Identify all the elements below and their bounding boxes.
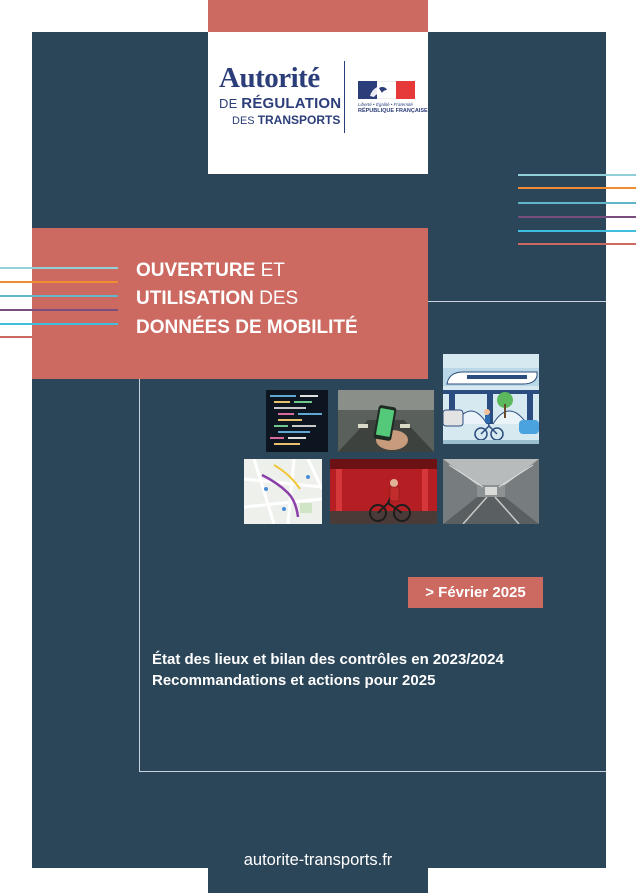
- top-accent-tab: [208, 0, 428, 32]
- city-map-photo: [244, 459, 322, 524]
- frame-left-line: [139, 379, 140, 772]
- republic-name: RÉPUBLIQUE FRANÇAISE: [358, 108, 428, 114]
- cyclist-in-red-station-photo: [330, 459, 437, 524]
- marianne-icon: [366, 82, 396, 98]
- logo-regulation: DE RÉGULATION: [219, 95, 342, 112]
- french-flag-icon: [358, 81, 415, 99]
- frame-bottom-line: [139, 771, 606, 772]
- code-screen-photo: [266, 390, 328, 452]
- title-line-3: DONNÉES DE MOBILITÉ: [136, 317, 358, 338]
- website-link[interactable]: autorite-transports.fr: [243, 851, 393, 869]
- republic-motto: Liberté • Égalité • Fraternité: [358, 102, 413, 107]
- logo-transports: DES TRANSPORTS: [232, 113, 341, 127]
- title-line-2: UTILISATION DES: [136, 288, 299, 309]
- metro-tunnel-photo: [443, 459, 539, 524]
- subtitle-line-1: État des lieux et bilan des contrôles en 2023/2024: [152, 651, 504, 668]
- logo-autorite: Autorité: [219, 62, 320, 94]
- frame-top-line: [428, 301, 606, 302]
- phone-in-metro-photo: [338, 390, 434, 452]
- title-line-1: OUVERTURE ET: [136, 260, 285, 281]
- date-badge: > Février 2025: [408, 577, 543, 608]
- logo-separator: [344, 61, 345, 133]
- subtitle-line-2: Recommandations et actions pour 2025: [152, 672, 436, 689]
- train-and-cyclist-illustration: [443, 354, 539, 444]
